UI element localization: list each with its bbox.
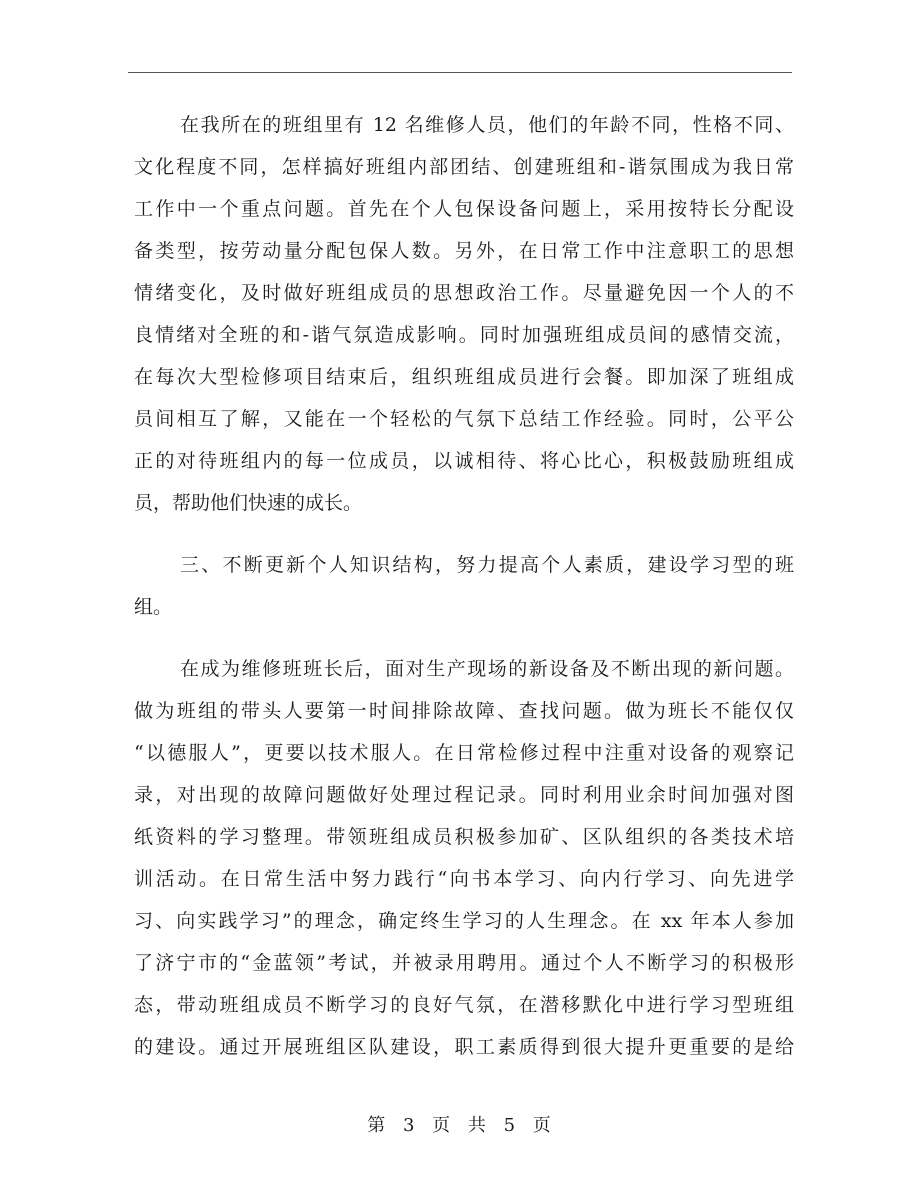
text-line: 情绪变化，及时做好班组成员的思想政治工作。尽量避免因一个人的不 — [134, 282, 794, 304]
document-body — [134, 104, 794, 1088]
text-line: 文化程度不同，怎样搞好班组内部团结、创建班组和-谐氛围成为我日常 — [134, 156, 794, 178]
footer-total-label: 共 — [467, 1115, 488, 1136]
text-line: 态，带动班组成员不断学习的良好气氛，在潜移默化中进行学习型班组 — [134, 994, 794, 1016]
text-line: 习、向实践学习”的理念，确定终生学习的人生理念。在 xx 年本人参加 — [134, 910, 794, 932]
text-line: 备类型，按劳动量分配包保人数。另外，在日常工作中注意职工的思想 — [134, 240, 794, 262]
footer-total-pages: 5 — [503, 1115, 518, 1136]
text-line: 的建设。通过开展班组区队建设，职工素质得到很大提升更重要的是给 — [134, 1036, 794, 1058]
page-footer — [0, 1112, 920, 1140]
footer-page-unit: 页 — [432, 1115, 453, 1136]
text-line: 良情绪对全班的和-谐气氛造成影响。同时加强班组成员间的感情交流， — [134, 324, 794, 346]
text-line: “以德服人”，更要以技术服人。在日常检修过程中注重对设备的观察记 — [134, 742, 794, 764]
footer-total-unit: 页 — [532, 1115, 553, 1136]
text-line: 了济宁市的“金蓝领”考试，并被录用聘用。通过个人不断学习的积极形 — [134, 952, 794, 974]
footer-page-label: 第 — [367, 1115, 388, 1136]
text-line: 在每次大型检修项目结束后，组织班组成员进行会餐。即加深了班组成 — [134, 366, 794, 388]
text-line: 员间相互了解，又能在一个轻松的气氛下总结工作经验。同时，公平公 — [134, 408, 794, 430]
heading-line: 三、不断更新个人知识结构，努力提高个人素质，建设学习型的班 — [180, 554, 794, 576]
paragraph-learning-team — [134, 648, 794, 1068]
text-line: 做为班组的带头人要第一时间排除故障、查找问题。做为班长不能仅仅 — [134, 700, 794, 722]
text-line: 纸资料的学习整理。带领班组成员积极参加矿、区队组织的各类技术培 — [134, 826, 794, 848]
text-line: 工作中一个重点问题。首先在个人包保设备问题上，采用按特长分配设 — [134, 198, 794, 220]
footer-current-page: 3 — [402, 1115, 417, 1136]
header-rule — [128, 72, 792, 73]
text-line: 在我所在的班组里有 12 名维修人员，他们的年龄不同，性格不同、 — [180, 114, 794, 136]
heading-line: 组。 — [134, 596, 173, 618]
text-line: 正的对待班组内的每一位成员，以诚相待、将心比心，积极鼓励班组成 — [134, 450, 794, 472]
text-line: 在成为维修班班长后，面对生产现场的新设备及不断出现的新问题。 — [180, 658, 794, 680]
text-line: 录，对出现的故障问题做好处理过程记录。同时利用业余时间加强对图 — [134, 784, 794, 806]
text-line: 训活动。在日常生活中努力践行“向书本学习、向内行学习、向先进学 — [134, 868, 794, 890]
paragraph-team-harmony — [134, 104, 794, 524]
section-heading-three — [134, 544, 794, 628]
text-line: 员，帮助他们快速的成长。 — [134, 492, 363, 514]
